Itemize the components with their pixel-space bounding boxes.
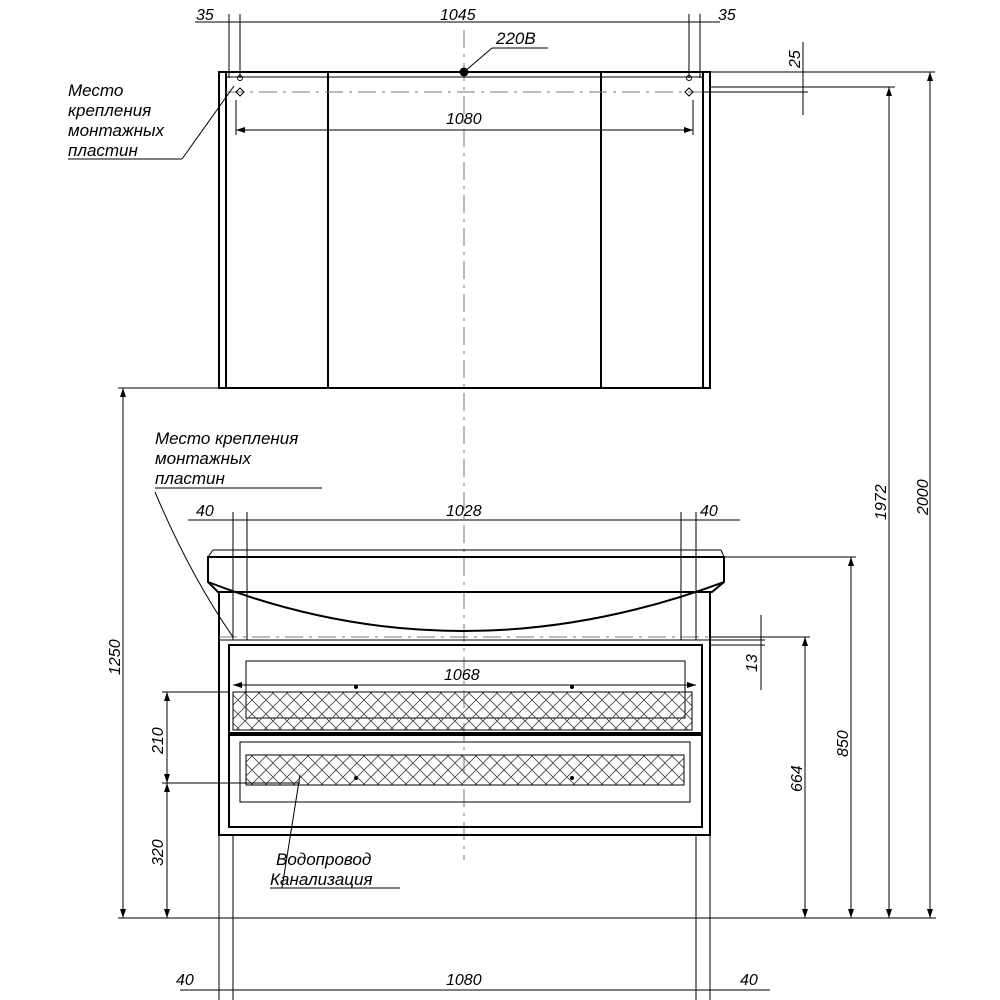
vanity-unit: [208, 550, 724, 835]
svg-text:монтажных: монтажных: [68, 121, 164, 140]
dim-left-margin: 40: [196, 503, 214, 520]
pipe-label-water: Водопровод: [276, 850, 372, 869]
svg-text:пластин: пластин: [155, 469, 225, 488]
svg-text:крепления: крепления: [68, 101, 152, 120]
dim-top-gap: 25: [787, 50, 804, 68]
top-mount-label: [68, 81, 234, 160]
dim-total-width: 1045: [440, 7, 476, 24]
vanity-mount-label: [155, 429, 322, 637]
dim-total-height: 2000: [915, 479, 932, 515]
overall-dimensions: [118, 72, 935, 918]
dim-height-to-basin: 850: [835, 730, 852, 757]
dim-bottom-left: 40: [176, 972, 194, 989]
pipe-label-sewer: Канализация: [270, 870, 373, 889]
dim-bottom-width: 1080: [446, 972, 482, 989]
dim-left-offset: 35: [196, 7, 214, 24]
dim-mount-span: 1080: [446, 111, 482, 128]
svg-text:монтажных: монтажных: [155, 449, 251, 468]
dim-right-margin: 40: [700, 503, 718, 520]
dim-drawer-span: 1068: [444, 667, 480, 684]
dim-basin-width: 1028: [446, 503, 482, 520]
svg-text:Место крепления: Место крепления: [155, 429, 299, 448]
dim-height-to-top: 664: [789, 765, 806, 792]
power-label: 220В: [496, 29, 536, 48]
dim-mount-height: 1972: [873, 484, 890, 520]
dim-right-offset: 35: [718, 7, 736, 24]
svg-text:пластин: пластин: [68, 141, 138, 160]
svg-text:Место: Место: [68, 81, 124, 100]
dim-cabinet-bottom: 1250: [107, 639, 124, 675]
dim-bottom-right: 40: [740, 972, 758, 989]
dim-pipe-vertical: 210: [150, 727, 167, 754]
dim-gap: 13: [744, 654, 761, 672]
dim-pipe-height: 320: [150, 839, 167, 866]
